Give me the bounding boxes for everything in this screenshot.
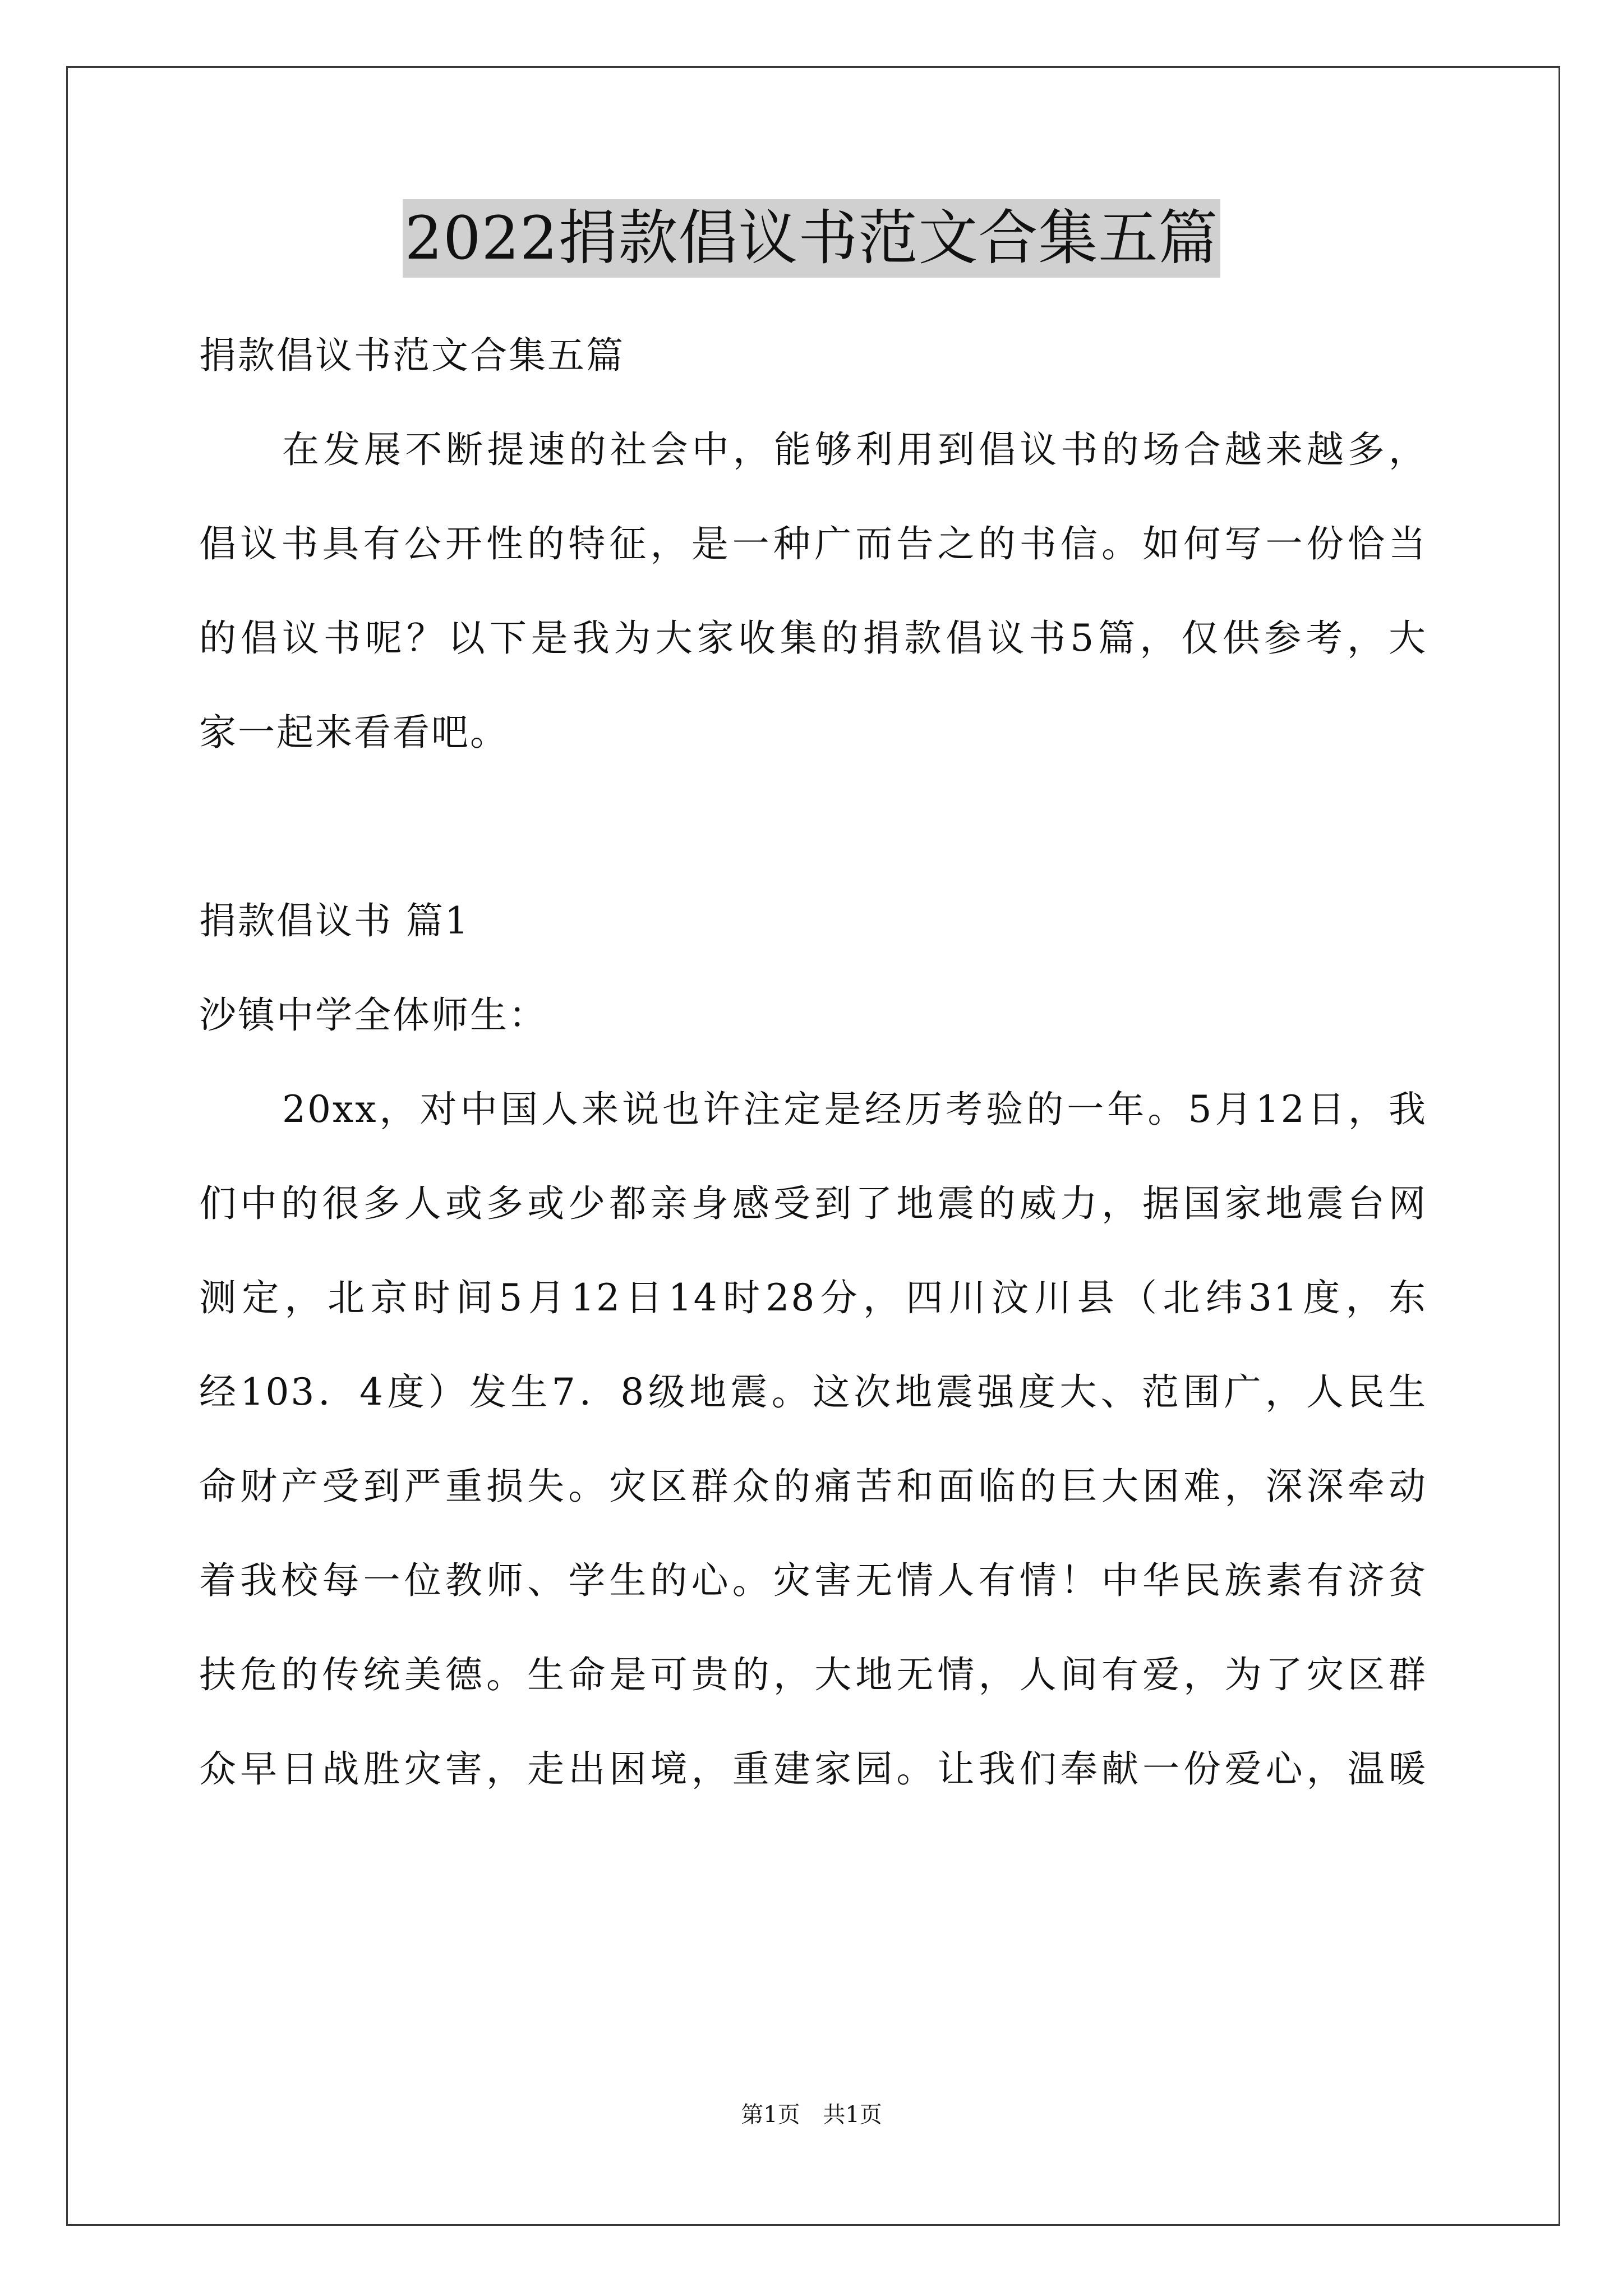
body-line-5: 命财产受到严重损失。灾区群众的痛苦和面临的巨大困难，深深牵动 xyxy=(199,1465,1427,1508)
page-number-total: 共1页 xyxy=(823,2102,882,2128)
body-line-8: 众早日战胜灾害，走出困境，重建家园。让我们奉献一份爱心，温暖 xyxy=(199,1747,1427,1791)
page-number-current: 第1页 xyxy=(741,2102,800,2128)
body-line-2: 们中的很多人或多或少都亲身感受到了地震的威力，据国家地震台网 xyxy=(199,1182,1427,1225)
body-line-7: 扶危的传统美德。生命是可贵的，大地无情，人间有爱，为了灾区群 xyxy=(199,1653,1427,1696)
body-line-3: 测定，北京时间5月12日14时28分，四川汶川县（北纬31度，东 xyxy=(199,1276,1427,1319)
body-line-6: 着我校每一位教师、学生的心。灾害无情人有情！中华民族素有济贫 xyxy=(199,1559,1427,1602)
document-subtitle: 捐款倡议书范文合集五篇 xyxy=(199,334,625,377)
document-body xyxy=(199,309,1427,1816)
paragraph-gap xyxy=(199,780,1427,874)
intro-line-3: 的倡议书呢？以下是我为大家收集的捐款倡议书5篇，仅供参考，大 xyxy=(199,616,1427,660)
intro-line-4: 家一起来看看吧。 xyxy=(199,711,509,754)
body-line-4: 经103．4度）发生7．8级地震。这次地震强度大、范围广，人民生 xyxy=(199,1370,1427,1414)
intro-line-1: 在发展不断提速的社会中，能够利用到倡议书的场合越来越多， xyxy=(282,428,1427,471)
title-container xyxy=(0,199,1623,278)
document-title: 2022捐款倡议书范文合集五篇 xyxy=(403,199,1221,278)
section-heading: 捐款倡议书 篇1 xyxy=(199,899,470,942)
salutation: 沙镇中学全体师生： xyxy=(199,993,547,1037)
page-footer xyxy=(0,2098,1623,2132)
body-line-1: 20xx，对中国人来说也许注定是经历考验的一年。5月12日，我 xyxy=(282,1088,1427,1131)
intro-line-2: 倡议书具有公开性的特征，是一种广而告之的书信。如何写一份恰当 xyxy=(199,522,1427,565)
